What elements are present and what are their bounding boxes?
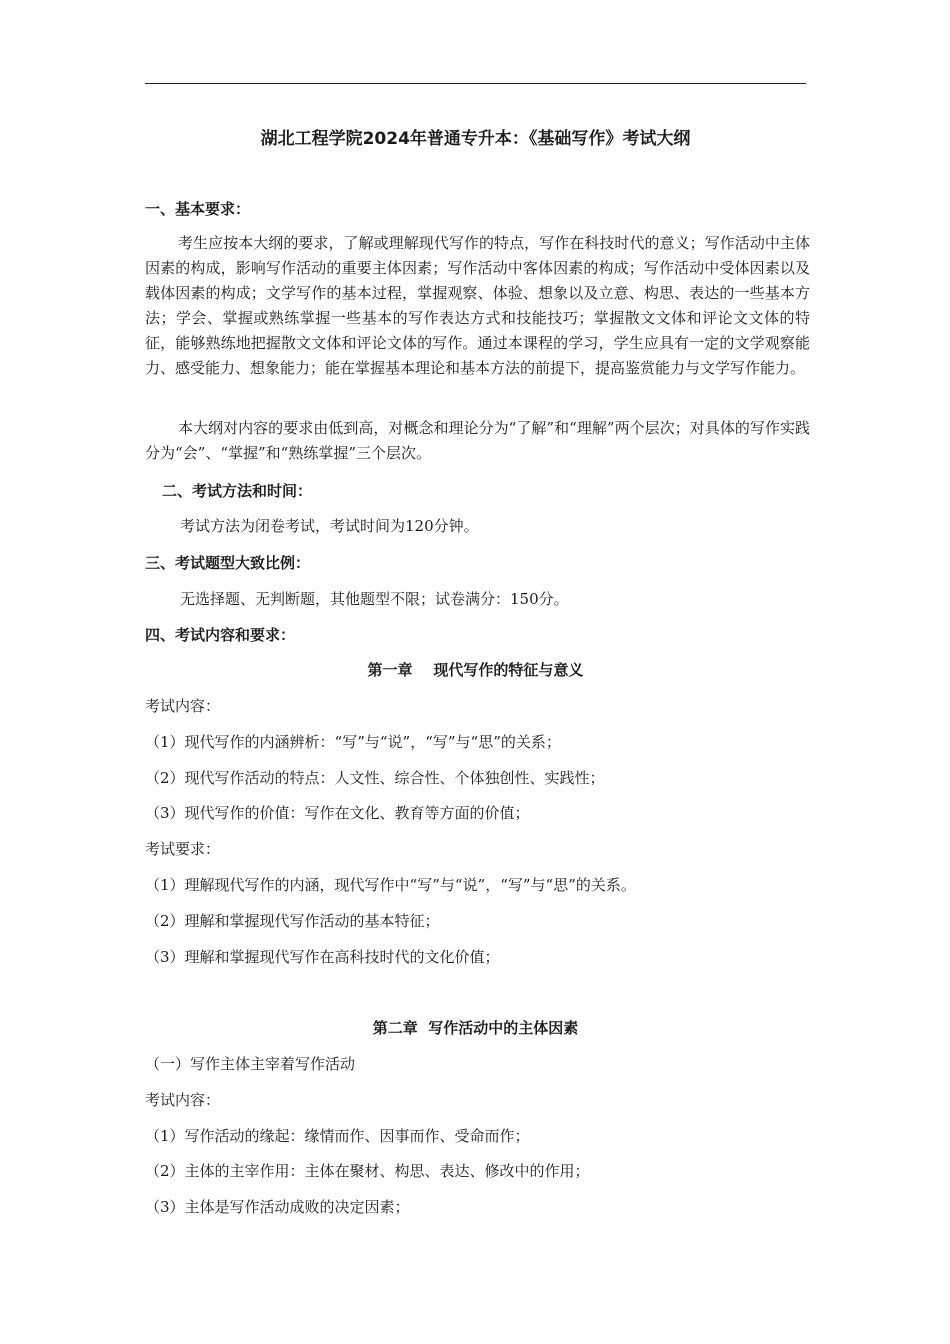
chapter-1-requirements-label: 考试要求： (145, 840, 221, 858)
chapter-2-subtitle: （一）写作主体主宰着写作活动 (145, 1055, 356, 1073)
section-3-heading: 三、考试题型大致比例： (145, 554, 311, 572)
chapter-2-content-item: （3）主体是写作活动成败的决定因素； (145, 1198, 410, 1216)
chapter-2-title: 第二章 写作活动中的主体因素 (372, 1019, 579, 1037)
chapter-2-content-item: （2）主体的主宰作用：主体在聚材、构思、表达、修改中的作用； (145, 1162, 590, 1180)
chapter-1-requirement-item: （2）理解和掌握现代写作活动的基本特征； (145, 912, 440, 930)
document-title: 湖北工程学院2024年普通专升本：《基础写作》考试大纲 (260, 129, 691, 149)
chapter-1-requirement-item: （1）理解现代写作的内涵，现代写作中“写”与“说”，“写”与“思”的关系。 (145, 876, 636, 894)
section-1-paragraph-1: 考生应按本大纲的要求，了解或理解现代写作的特点，写作在科技时代的意义；写作活动中主体因素的构成，影响写作活动的重要主体因素；写作活动中客体因素的构成；写作活动中受体因素以及载体因素的构成；文学写作的基本过程，掌握观察、体验、想象以及立意、构思、表达的一些基本方法；学会、掌握或熟练掌握一些基本的写作表达方式和技能技巧；掌握散文文体和评论文文体的特征，能够熟练地把握散文文体和评论文体的写作。通过本课程的学习，学生应具有一定的文学观察能力、感受能力、想象能力；能在掌握基本理论和基本方法的前提下，提高鉴赏能力与文学写作能力。 (145, 234, 810, 377)
section-2-heading: 二、考试方法和时间： (162, 482, 313, 500)
section-1-heading: 一、基本要求： (145, 200, 251, 218)
chapter-2-content-label: 考试内容： (145, 1091, 221, 1109)
chapter-2-content-item: （1）写作活动的缘起：缘情而作、因事而作、受命而作； (145, 1127, 530, 1145)
chapter-1-content-label: 考试内容： (145, 697, 221, 715)
section-2-text: 考试方法为闭卷考试，考试时间为120分钟。 (180, 517, 479, 535)
section-3-text: 无选择题、无判断题，其他题型不限；试卷满分：150分。 (180, 590, 569, 608)
chapter-1-requirement-item: （3）理解和掌握现代写作在高科技时代的文化价值； (145, 948, 500, 966)
section-1-paragraph-2: 本大纲对内容的要求由低到高，对概念和理论分为“了解”和“理解”两个层次；对具体的写作实践分为“会”、“掌握”和“熟练掌握”三个层次。 (145, 419, 810, 462)
chapter-1-title: 第一章 现代写作的特征与意义 (367, 661, 584, 679)
chapter-1-content-item: （1）现代写作的内涵辨析：“写”与“说”，“写”与“思”的关系； (145, 733, 561, 751)
chapter-1-content-item: （2）现代写作活动的特点：人文性、综合性、个体独创性、实践性； (145, 769, 605, 787)
section-4-heading: 四、考试内容和要求： (145, 626, 296, 644)
chapter-1-content-item: （3）现代写作的价值：写作在文化、教育等方面的价值； (145, 804, 530, 822)
header-rule (145, 83, 806, 84)
